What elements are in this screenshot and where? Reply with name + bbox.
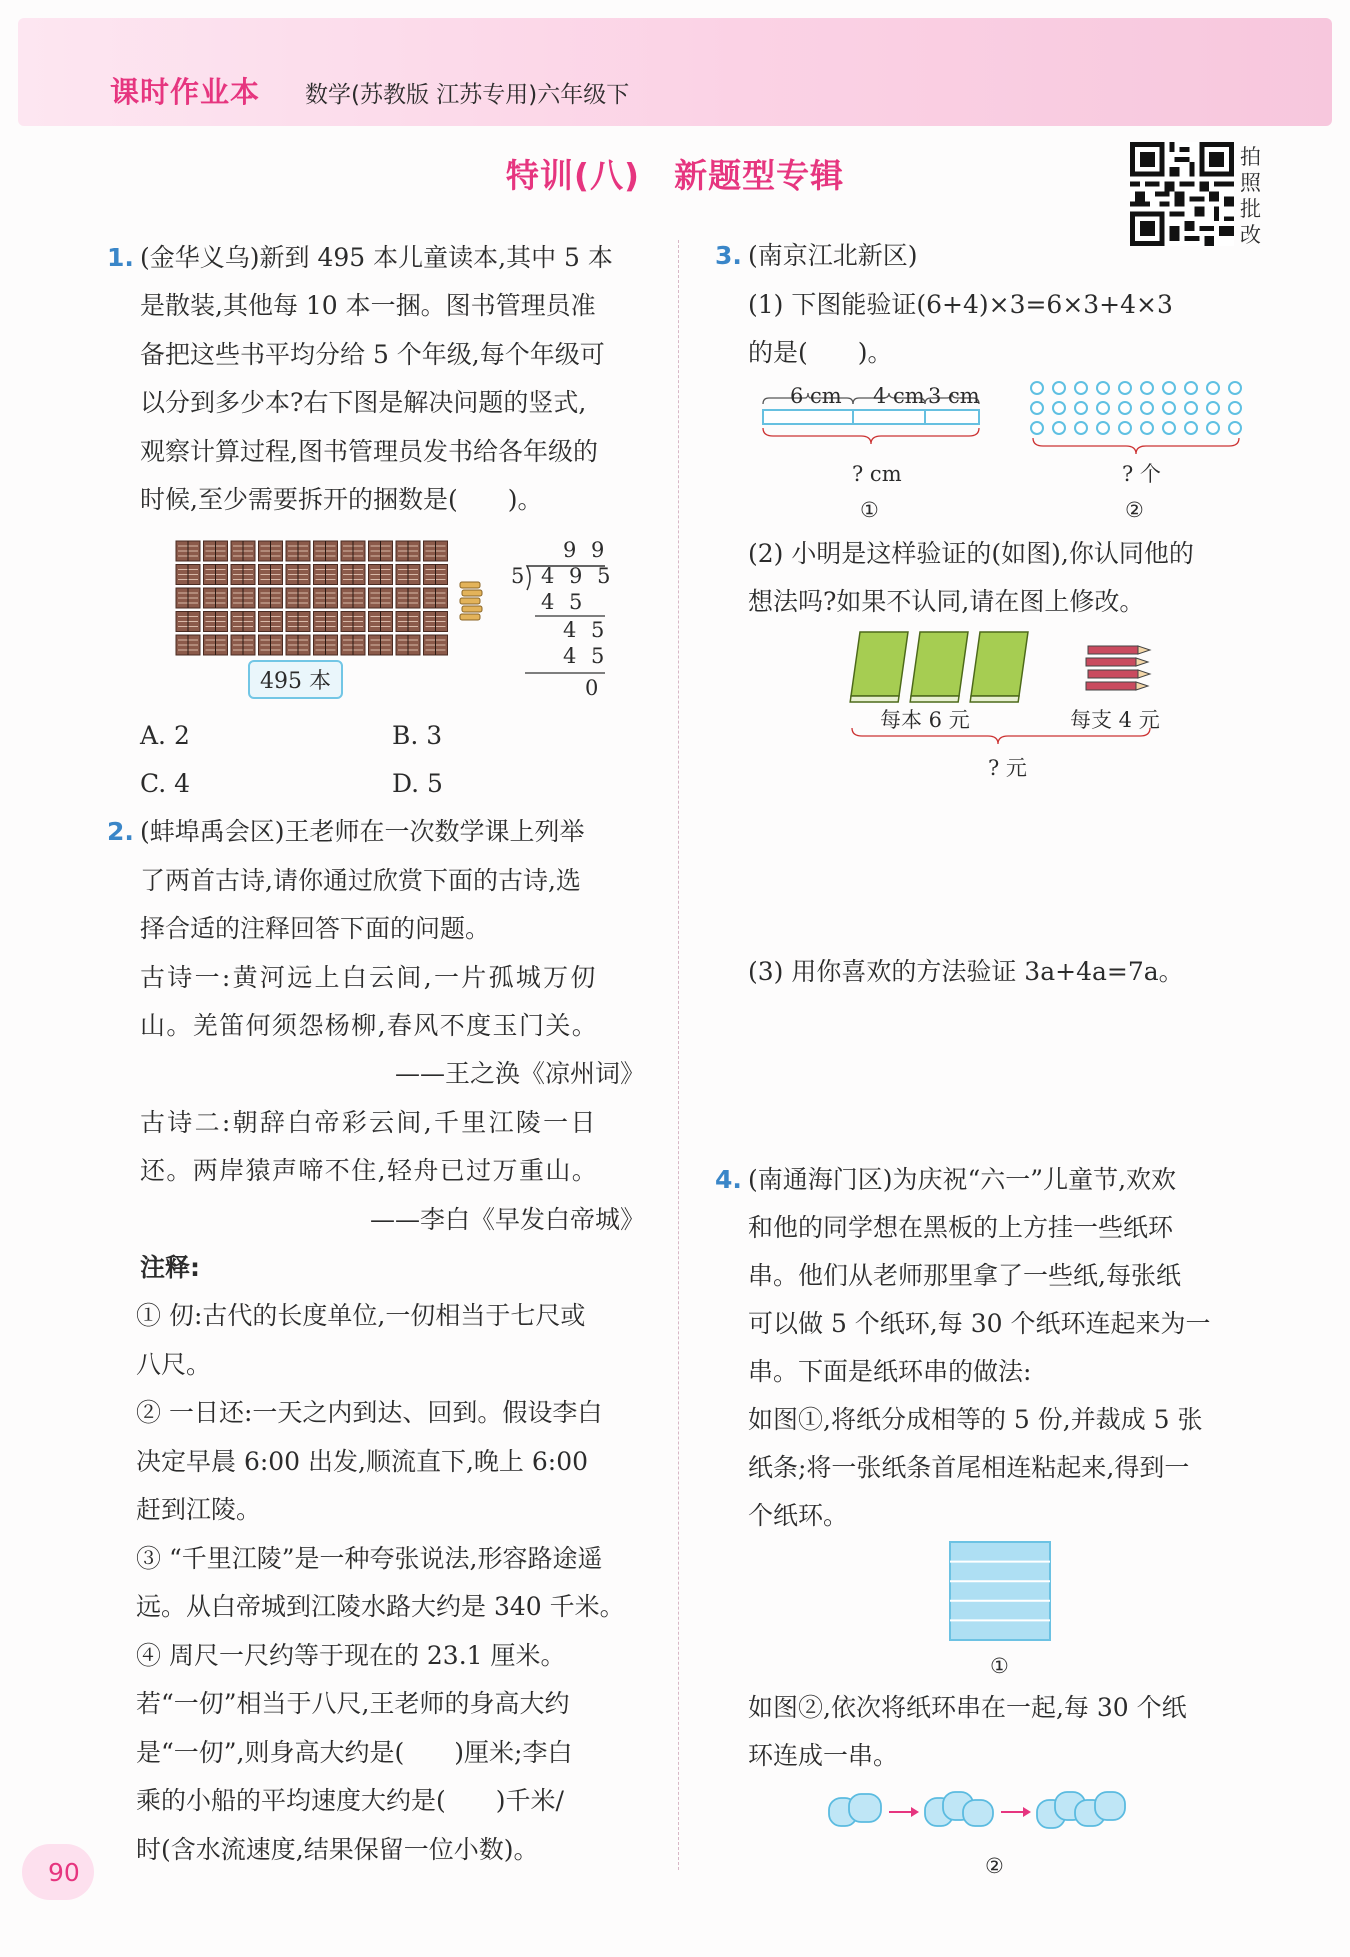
- dot: [1075, 382, 1087, 394]
- dot: [1185, 382, 1197, 394]
- q1-option-b[interactable]: B. 3: [392, 721, 443, 750]
- segment-label: 6 cm: [790, 384, 842, 408]
- division-step: 4 5: [541, 590, 587, 614]
- q3-source: (南京江北新区): [748, 241, 918, 270]
- dot: [1185, 402, 1197, 414]
- q4-line: 可以做 5 个纸环,每 30 个纸环连起来为一: [748, 1309, 1211, 1338]
- dot: [1053, 402, 1065, 414]
- dot: [1119, 422, 1131, 434]
- long-division: [505, 538, 625, 708]
- q1-option-c[interactable]: C. 4: [140, 769, 191, 798]
- q4-line: (南通海门区)为庆祝“六一”儿童节,欢欢: [748, 1165, 1177, 1194]
- figure-mark: ①: [860, 498, 879, 522]
- dot: [1053, 382, 1065, 394]
- dot: [1053, 422, 1065, 434]
- q4-line: 如图②,依次将纸环串在一起,每 30 个纸: [748, 1693, 1187, 1722]
- dot: [1207, 402, 1219, 414]
- figure-mark: ②: [985, 1854, 1004, 1878]
- poem2-line: 还。两岸猿声啼不住,轻舟已过万重山。: [140, 1156, 599, 1185]
- segment-label: 3 cm: [928, 384, 980, 408]
- q2-line: (蚌埠禹会区)王老师在一次数学课上列举: [140, 817, 585, 846]
- q1-line: 是散装,其他每 10 本一捆。图书管理员准: [140, 291, 596, 320]
- division-remainder: 0: [585, 676, 603, 700]
- division-step: 4 5: [563, 644, 609, 668]
- book-subtitle: 数学(苏教版 江苏专用)六年级下: [305, 82, 630, 108]
- q2-question-line: 若“一仞”相当于八尺,王老师的身高大约: [136, 1689, 570, 1718]
- dot: [1097, 382, 1109, 394]
- q4-line: 如图①,将纸分成相等的 5 份,并裁成 5 张: [748, 1405, 1203, 1434]
- dot: [1163, 382, 1175, 394]
- dot: [1119, 402, 1131, 414]
- division-divisor: 5: [511, 564, 529, 588]
- dot: [1229, 402, 1241, 414]
- q4-line: 纸条;将一张纸条首尾相连粘起来,得到一: [748, 1453, 1190, 1482]
- segment-total: ? cm: [852, 462, 902, 486]
- q3-part1-line: 的是( )。: [748, 338, 893, 367]
- dots-total: ? 个: [1122, 462, 1161, 486]
- poem1-source: ——王之涣《凉州词》: [395, 1059, 646, 1088]
- segment-label: 4 cm: [873, 384, 925, 408]
- poem2-source: ——李白《早发白帝城》: [370, 1205, 646, 1234]
- note-line: ③ “千里江陵”是一种夸张说法,形容路途遥: [136, 1544, 603, 1573]
- figure-mark: ①: [990, 1654, 1009, 1678]
- dot: [1119, 382, 1131, 394]
- note-line: 决定早晨 6:00 出发,顺流直下,晚上 6:00: [136, 1447, 589, 1476]
- page-title: 特训(八) 新题型专辑: [505, 156, 845, 195]
- notes-title: 注释:: [140, 1253, 200, 1282]
- q3-part1-line: (1) 下图能验证(6+4)×3=6×3+4×3: [748, 290, 1173, 319]
- q2-question-line: 时(含水流速度,结果保留一位小数)。: [136, 1835, 539, 1864]
- book-bundles-figure: [175, 540, 490, 660]
- q4-line: 串。他们从老师那里拿了一些纸,每张纸: [748, 1261, 1181, 1290]
- dot: [1097, 402, 1109, 414]
- division-dividend: 4 9 5: [541, 564, 615, 588]
- book-count-label: 495 本: [248, 660, 343, 699]
- poem1-line: 山。羌笛何须怨杨柳,春风不度玉门关。: [140, 1011, 599, 1040]
- paper-strips-figure: [948, 1540, 1054, 1644]
- q1-line: 备把这些书平均分给 5 个年级,每个年级可: [140, 340, 605, 369]
- dot: [1207, 422, 1219, 434]
- q2-number: 2.: [107, 817, 134, 846]
- q2-question-line: 是“一仞”,则身高大约是( )厘米;李白: [136, 1738, 573, 1767]
- q1-option-a[interactable]: A. 2: [140, 721, 190, 750]
- dot: [1185, 422, 1197, 434]
- brand-title: 课时作业本: [110, 75, 261, 109]
- q3-part3: (3) 用你喜欢的方法验证 3a+4a=7a。: [748, 957, 1184, 986]
- dot: [1031, 422, 1043, 434]
- figure-mark: ②: [1125, 498, 1144, 522]
- q1-number: 1.: [107, 243, 134, 272]
- dot: [1075, 422, 1087, 434]
- book-price-label: 每本 6 元: [880, 708, 970, 732]
- division-step: 4 5: [563, 618, 609, 642]
- note-line: ④ 周尺一尺约等于现在的 23.1 厘米。: [136, 1641, 566, 1670]
- q1-line: 以分到多少本?右下图是解决问题的竖式,: [140, 388, 587, 417]
- q1-line: 时候,至少需要拆开的捆数是( )。: [140, 485, 543, 514]
- dot: [1031, 402, 1043, 414]
- q2-line: 择合适的注释回答下面的问题。: [140, 914, 491, 943]
- note-line: 八尺。: [136, 1350, 212, 1379]
- pencil-price-label: 每支 4 元: [1070, 708, 1160, 732]
- q3-number: 3.: [715, 241, 742, 270]
- total-price-label: ? 元: [988, 756, 1027, 780]
- dot: [1163, 422, 1175, 434]
- note-line: 赶到江陵。: [136, 1495, 262, 1524]
- q1-line: 观察计算过程,图书管理员发书给各年级的: [140, 437, 598, 466]
- poem2-line: 古诗二:朝辞白帝彩云间,千里江陵一日: [140, 1108, 598, 1137]
- dot: [1075, 402, 1087, 414]
- note-line: ① 仞:古代的长度单位,一仞相当于七尺或: [136, 1301, 586, 1330]
- page-number: 90: [48, 1858, 80, 1887]
- q4-line: 和他的同学想在黑板的上方挂一些纸环: [748, 1213, 1174, 1242]
- q2-line: 了两首古诗,请你通过欣赏下面的古诗,选: [140, 866, 581, 895]
- column-divider: [678, 240, 679, 1870]
- q1-line: (金华义乌)新到 495 本儿童读本,其中 5 本: [140, 243, 613, 272]
- dot: [1229, 382, 1241, 394]
- dot: [1163, 402, 1175, 414]
- dot: [1097, 422, 1109, 434]
- note-line: 远。从白帝城到江陵水路大约是 340 千米。: [136, 1592, 625, 1621]
- poem1-line: 古诗一:黄河远上白云间,一片孤城万仞: [140, 963, 598, 992]
- dot: [1031, 382, 1043, 394]
- q1-option-d[interactable]: D. 5: [392, 769, 443, 798]
- q3-part2-line: (2) 小明是这样验证的(如图),你认同他的: [748, 539, 1194, 568]
- qr-code-icon[interactable]: [1130, 142, 1234, 246]
- q3-part2-line: 想法吗?如果不认同,请在图上修改。: [748, 587, 1145, 616]
- q4-line: 环连成一串。: [748, 1741, 899, 1770]
- dot: [1229, 422, 1241, 434]
- dot: [1141, 422, 1153, 434]
- dot: [1207, 382, 1219, 394]
- qr-label: 拍照批改: [1240, 145, 1261, 247]
- q4-line: 串。下面是纸环串的做法:: [748, 1357, 1032, 1386]
- division-quotient: 9 9: [563, 538, 609, 562]
- q2-question-line: 乘的小船的平均速度大约是( )千米/: [136, 1786, 564, 1815]
- dot: [1141, 382, 1153, 394]
- q4-line: 个纸环。: [748, 1501, 849, 1530]
- note-line: ② 一日还:一天之内到达、回到。假设李白: [136, 1398, 603, 1427]
- paper-rings-figure: [825, 1782, 1170, 1844]
- q4-number: 4.: [715, 1165, 742, 1194]
- dot: [1141, 402, 1153, 414]
